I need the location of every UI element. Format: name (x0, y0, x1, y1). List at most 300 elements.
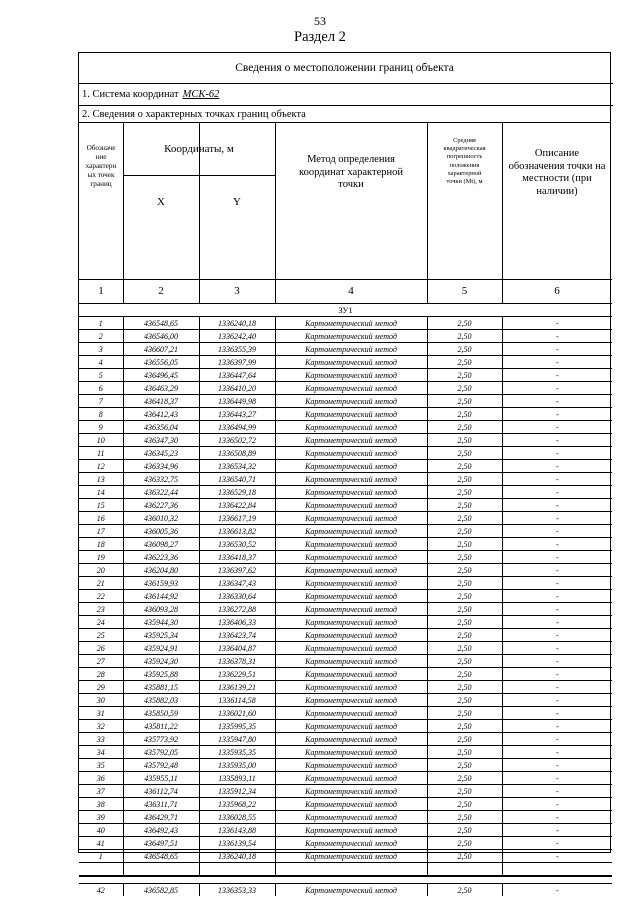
table-cell: 435850,59 (123, 707, 199, 720)
table-cell: 37 (79, 785, 123, 798)
table-cell: 1336422,84 (199, 499, 275, 512)
table-cell: 436093,28 (123, 603, 199, 616)
table-cell: Картометрический метод (275, 884, 427, 897)
table-cell: - (502, 577, 612, 590)
table-cell: 30 (79, 694, 123, 707)
table-row (79, 460, 612, 473)
table-cell: 1336272,88 (199, 603, 275, 616)
table-row (79, 824, 612, 837)
table-cell: 1336508,89 (199, 447, 275, 460)
table-cell: Картометрический метод (275, 499, 427, 512)
table-cell: 11 (79, 447, 123, 460)
table-cell: 38 (79, 798, 123, 811)
header-method: Метод определения координат характерной точки (299, 154, 403, 191)
table-cell: 2,50 (427, 655, 502, 668)
table-cell: 41 (79, 837, 123, 850)
table-cell: 2,50 (427, 694, 502, 707)
table-cell: Картометрический метод (275, 434, 427, 447)
table-cell: Картометрический метод (275, 395, 427, 408)
table-cell: 1336404,87 (199, 642, 275, 655)
table-cell: 436334,96 (123, 460, 199, 473)
boundary-form (78, 52, 611, 895)
table-cell: 16 (79, 512, 123, 525)
table-cell: 1336242,40 (199, 330, 275, 343)
table-cell: - (502, 525, 612, 538)
table-cell: 25 (79, 629, 123, 642)
table-cell: 1336529,18 (199, 486, 275, 499)
table-cell: 2,50 (427, 759, 502, 772)
table-cell: 2,50 (427, 343, 502, 356)
table-cell: 435924,91 (123, 642, 199, 655)
table-row (79, 564, 612, 577)
table-cell: - (502, 884, 612, 897)
table-cell: Картометрический метод (275, 382, 427, 395)
table-cell: 2,50 (427, 603, 502, 616)
table-row (79, 447, 612, 460)
table-cell: 23 (79, 603, 123, 616)
table-cell: 2,50 (427, 421, 502, 434)
table-cell: 2,50 (427, 772, 502, 785)
table-cell: 1336397,62 (199, 564, 275, 577)
table-cell: - (502, 733, 612, 746)
table-row (79, 642, 612, 655)
table-cell: 2,50 (427, 785, 502, 798)
table-cell: 2,50 (427, 733, 502, 746)
header-description: Описание обозначения точки на местности (при наличии) (508, 148, 606, 197)
form-title: Сведения о местоположении границ объекта (235, 62, 454, 74)
table-cell: Картометрический метод (275, 681, 427, 694)
table-cell: - (502, 590, 612, 603)
table-cell: 436548,65 (123, 317, 199, 330)
table-cell: 436582,85 (123, 884, 199, 897)
header-x: X (157, 196, 165, 208)
table-cell: - (502, 746, 612, 759)
table-cell: Картометрический метод (275, 473, 427, 486)
table-row (79, 681, 612, 694)
table-cell: 2,50 (427, 746, 502, 759)
table-cell: - (502, 642, 612, 655)
table-cell: 1335935,35 (199, 746, 275, 759)
table-cell: 435792,48 (123, 759, 199, 772)
table-cell: 2,50 (427, 538, 502, 551)
table-cell: 436322,44 (123, 486, 199, 499)
table-cell: 1335935,00 (199, 759, 275, 772)
table-row (79, 884, 612, 897)
table-cell: 1336494,99 (199, 421, 275, 434)
table-cell: 1 (79, 850, 123, 863)
table-row (79, 629, 612, 642)
table-cell: Картометрический метод (275, 421, 427, 434)
table-cell: - (502, 512, 612, 525)
table-cell: 15 (79, 499, 123, 512)
table-cell: 17 (79, 525, 123, 538)
table-cell: - (502, 564, 612, 577)
table-cell: 435925,88 (123, 668, 199, 681)
table-cell: 8 (79, 408, 123, 421)
table-cell: 10 (79, 434, 123, 447)
table-cell: 1336028,55 (199, 811, 275, 824)
table-cell: 1336139,21 (199, 681, 275, 694)
table-row (79, 785, 612, 798)
table-cell: 436429,71 (123, 811, 199, 824)
table-cell (79, 863, 123, 877)
table-cell: 1336502,72 (199, 434, 275, 447)
table-cell: 1335893,11 (199, 772, 275, 785)
table-cell: 436463,29 (123, 382, 199, 395)
table-cell: 2,50 (427, 577, 502, 590)
table-row (79, 382, 612, 395)
table-row (79, 356, 612, 369)
table-cell: Картометрический метод (275, 707, 427, 720)
table-cell: 1336418,37 (199, 551, 275, 564)
table-cell: 2,50 (427, 447, 502, 460)
table-cell: 436227,36 (123, 499, 199, 512)
table-cell: - (502, 824, 612, 837)
page-number: 53 (314, 14, 326, 28)
table-cell: - (502, 395, 612, 408)
table-cell: 435881,15 (123, 681, 199, 694)
table-cell: Картометрический метод (275, 850, 427, 863)
table-row (79, 421, 612, 434)
table-cell: 2,50 (427, 525, 502, 538)
table-cell: - (502, 785, 612, 798)
section-title: Раздел 2 (294, 29, 346, 45)
table-row (79, 551, 612, 564)
table-cell: 36 (79, 772, 123, 785)
table-cell: 2,50 (427, 798, 502, 811)
header-point-designation: Обозначе ние характерн ых точек границ (85, 144, 117, 188)
table-row (79, 343, 612, 356)
table-cell: - (502, 850, 612, 863)
table-cell: - (502, 343, 612, 356)
table-cell: 2,50 (427, 564, 502, 577)
table-cell: Картометрический метод (275, 603, 427, 616)
table-cell: 1336114,58 (199, 694, 275, 707)
table-cell: 29 (79, 681, 123, 694)
table-row (79, 538, 612, 551)
table-cell: 1336229,51 (199, 668, 275, 681)
table-cell: - (502, 538, 612, 551)
table-cell: - (502, 694, 612, 707)
table-row (79, 720, 612, 733)
table-cell: 1336447,64 (199, 369, 275, 382)
table-cell: 1336139,54 (199, 837, 275, 850)
points-section-title: 2. Сведения о характерных точках границ объекта (79, 105, 613, 123)
table-cell: 2,50 (427, 512, 502, 525)
table-cell (502, 863, 612, 877)
table-cell: - (502, 499, 612, 512)
table-cell: 435773,92 (123, 733, 199, 746)
table-cell: 436159,93 (123, 577, 199, 590)
table-cell: - (502, 330, 612, 343)
table-cell: 436098,27 (123, 538, 199, 551)
table-cell: 1336353,33 (199, 884, 275, 897)
table-cell: 2,50 (427, 551, 502, 564)
table-cell: 2,50 (427, 837, 502, 850)
table-cell: - (502, 798, 612, 811)
table-cell: 2,50 (427, 356, 502, 369)
table-cell: 1336534,32 (199, 460, 275, 473)
table-cell: 1336443,27 (199, 408, 275, 421)
table-cell: - (502, 837, 612, 850)
table-cell: Картометрический метод (275, 642, 427, 655)
table-cell: 436546,00 (123, 330, 199, 343)
coord-system-row (79, 83, 613, 106)
table-cell: 2,50 (427, 590, 502, 603)
table-cell: Картометрический метод (275, 408, 427, 421)
table-cell: 2,50 (427, 642, 502, 655)
table-cell: 4 (79, 356, 123, 369)
coord-system-label: 1. Система координат (82, 89, 179, 100)
table-cell: 436356,04 (123, 421, 199, 434)
table-cell: 436496,45 (123, 369, 199, 382)
table-row (79, 577, 612, 590)
table-cell: Картометрический метод (275, 460, 427, 473)
table-cell: - (502, 629, 612, 642)
table-cell: 436332,75 (123, 473, 199, 486)
table-cell: - (502, 460, 612, 473)
table-cell: 2,50 (427, 850, 502, 863)
table-cell: - (502, 668, 612, 681)
table-cell: Картометрический метод (275, 486, 427, 499)
table-cell: 2,50 (427, 473, 502, 486)
table-cell: Картометрический метод (275, 343, 427, 356)
table-row (79, 616, 612, 629)
table-cell: Картометрический метод (275, 837, 427, 850)
table-cell: 1336240,18 (199, 850, 275, 863)
points-table (79, 303, 612, 896)
table-cell: 2,50 (427, 434, 502, 447)
table-row (79, 772, 612, 785)
table-cell: 436010,32 (123, 512, 199, 525)
table-row (79, 655, 612, 668)
table-cell: 31 (79, 707, 123, 720)
header-y: Y (233, 196, 241, 208)
table-cell: - (502, 382, 612, 395)
table-cell: 24 (79, 616, 123, 629)
table-row (79, 395, 612, 408)
table-cell: 21 (79, 577, 123, 590)
table-cell: 1336410,20 (199, 382, 275, 395)
table-cell: - (502, 369, 612, 382)
table-cell: Картометрический метод (275, 798, 427, 811)
column-number: 5 (461, 285, 468, 297)
column-number: 2 (158, 285, 164, 297)
table-cell: 436112,74 (123, 785, 199, 798)
table-cell: 35 (79, 759, 123, 772)
zone-row (79, 304, 612, 317)
table-cell: 436144,92 (123, 590, 199, 603)
header-coordinates: Координаты, м (164, 143, 234, 155)
table-cell: 2,50 (427, 884, 502, 897)
table-cell: Картометрический метод (275, 317, 427, 330)
table-cell: - (502, 772, 612, 785)
table-cell: 19 (79, 551, 123, 564)
table-cell: 1336397,99 (199, 356, 275, 369)
table-row (79, 733, 612, 746)
table-cell: - (502, 317, 612, 330)
table-cell: 6 (79, 382, 123, 395)
table-cell: 2,50 (427, 330, 502, 343)
table-row (79, 473, 612, 486)
table-cell: 32 (79, 720, 123, 733)
table-cell: 27 (79, 655, 123, 668)
table-cell: 435925,34 (123, 629, 199, 642)
table-cell: 2,50 (427, 668, 502, 681)
table-cell: - (502, 603, 612, 616)
table-row (79, 811, 612, 824)
table-cell: 3 (79, 343, 123, 356)
column-number: 1 (98, 285, 104, 297)
table-cell: 1336240,18 (199, 317, 275, 330)
table-cell: 435811,22 (123, 720, 199, 733)
table-cell: 2,50 (427, 382, 502, 395)
table-row (79, 330, 612, 343)
table-cell: 436005,36 (123, 525, 199, 538)
table-cell: 1335947,80 (199, 733, 275, 746)
table-cell (79, 876, 612, 884)
table-row (79, 603, 612, 616)
table-cell: 1336613,82 (199, 525, 275, 538)
table-cell: Картометрический метод (275, 577, 427, 590)
table-cell: 435944,30 (123, 616, 199, 629)
table-cell: - (502, 408, 612, 421)
table-cell: 39 (79, 811, 123, 824)
table-cell: Картометрический метод (275, 733, 427, 746)
table-cell: - (502, 421, 612, 434)
table-row (79, 317, 612, 330)
table-cell: Картометрический метод (275, 551, 427, 564)
table-row (79, 694, 612, 707)
table-cell: Картометрический метод (275, 447, 427, 460)
table-cell: 435924,30 (123, 655, 199, 668)
table-cell: Картометрический метод (275, 655, 427, 668)
table-cell: - (502, 473, 612, 486)
table-cell: 436548,65 (123, 850, 199, 863)
table-row (79, 369, 612, 382)
table-cell: 1336449,98 (199, 395, 275, 408)
column-number: 6 (554, 285, 560, 297)
table-cell: Картометрический метод (275, 811, 427, 824)
table-cell: 5 (79, 369, 123, 382)
table-cell: 1336423,74 (199, 629, 275, 642)
table-separator (79, 876, 612, 884)
table-cell: 435882,03 (123, 694, 199, 707)
table-cell: 2,50 (427, 395, 502, 408)
table-row-blank (79, 863, 612, 877)
table-cell: 2,50 (427, 499, 502, 512)
table-cell: 1335968,22 (199, 798, 275, 811)
table-row (79, 499, 612, 512)
table-cell: 2,50 (427, 824, 502, 837)
table-cell: 435792,05 (123, 746, 199, 759)
coord-system-value: МСК-62 (182, 89, 220, 100)
table-cell: 1336355,39 (199, 343, 275, 356)
table-row (79, 798, 612, 811)
table-cell: 2,50 (427, 616, 502, 629)
table-cell: 1336378,31 (199, 655, 275, 668)
table-cell: 436492,43 (123, 824, 199, 837)
header-accuracy: Средняя квадратическая погрешность положения характерной точки (Мt), м (443, 137, 486, 185)
table-cell: 1335995,35 (199, 720, 275, 733)
table-row (79, 408, 612, 421)
table-cell: - (502, 720, 612, 733)
table-cell: 1336530,52 (199, 538, 275, 551)
table-cell: 436497,51 (123, 837, 199, 850)
table-row (79, 837, 612, 850)
table-cell: - (502, 811, 612, 824)
table-cell: - (502, 434, 612, 447)
table-cell (123, 863, 199, 877)
table-cell: Картометрический метод (275, 564, 427, 577)
table-row (79, 590, 612, 603)
table-cell: Картометрический метод (275, 330, 427, 343)
table-cell: 2,50 (427, 460, 502, 473)
table-cell: 2 (79, 330, 123, 343)
table-cell: 2,50 (427, 707, 502, 720)
table-cell: 1335912,34 (199, 785, 275, 798)
table-cell: 436412,43 (123, 408, 199, 421)
table-cell: 435955,11 (123, 772, 199, 785)
table-cell: Картометрический метод (275, 824, 427, 837)
table-cell: 42 (79, 884, 123, 897)
table-cell: 7 (79, 395, 123, 408)
table-cell: 1336143,88 (199, 824, 275, 837)
table-row (79, 850, 612, 863)
table-cell: 1336330,64 (199, 590, 275, 603)
table-cell: - (502, 486, 612, 499)
table-row (79, 746, 612, 759)
table-cell: 436204,80 (123, 564, 199, 577)
table-cell: - (502, 447, 612, 460)
table-cell: - (502, 655, 612, 668)
table-cell: - (502, 707, 612, 720)
table-cell: Картометрический метод (275, 720, 427, 733)
table-cell: Картометрический метод (275, 616, 427, 629)
table-cell: 2,50 (427, 369, 502, 382)
table-cell: 436607,21 (123, 343, 199, 356)
table-cell: 436418,37 (123, 395, 199, 408)
table-cell: 436345,23 (123, 447, 199, 460)
table-cell: 9 (79, 421, 123, 434)
table-cell: Картометрический метод (275, 785, 427, 798)
table-cell: Картометрический метод (275, 525, 427, 538)
table-cell: 18 (79, 538, 123, 551)
table-cell: 436223,36 (123, 551, 199, 564)
table-cell: 2,50 (427, 681, 502, 694)
table-cell: 2,50 (427, 317, 502, 330)
table-cell: 13 (79, 473, 123, 486)
table-row (79, 525, 612, 538)
table-cell: Картометрический метод (275, 746, 427, 759)
table-row (79, 759, 612, 772)
table-cell: 1 (79, 317, 123, 330)
table-cell (427, 863, 502, 877)
table-cell: Картометрический метод (275, 512, 427, 525)
table-cell: 1336347,43 (199, 577, 275, 590)
table-row (79, 434, 612, 447)
table-cell: - (502, 681, 612, 694)
table-cell: Картометрический метод (275, 356, 427, 369)
table-cell: - (502, 551, 612, 564)
table-cell: 2,50 (427, 811, 502, 824)
table-cell: - (502, 356, 612, 369)
table-cell: 14 (79, 486, 123, 499)
table-cell: 33 (79, 733, 123, 746)
table-cell: 40 (79, 824, 123, 837)
table-cell: 436311,71 (123, 798, 199, 811)
table-cell: Картометрический метод (275, 369, 427, 382)
